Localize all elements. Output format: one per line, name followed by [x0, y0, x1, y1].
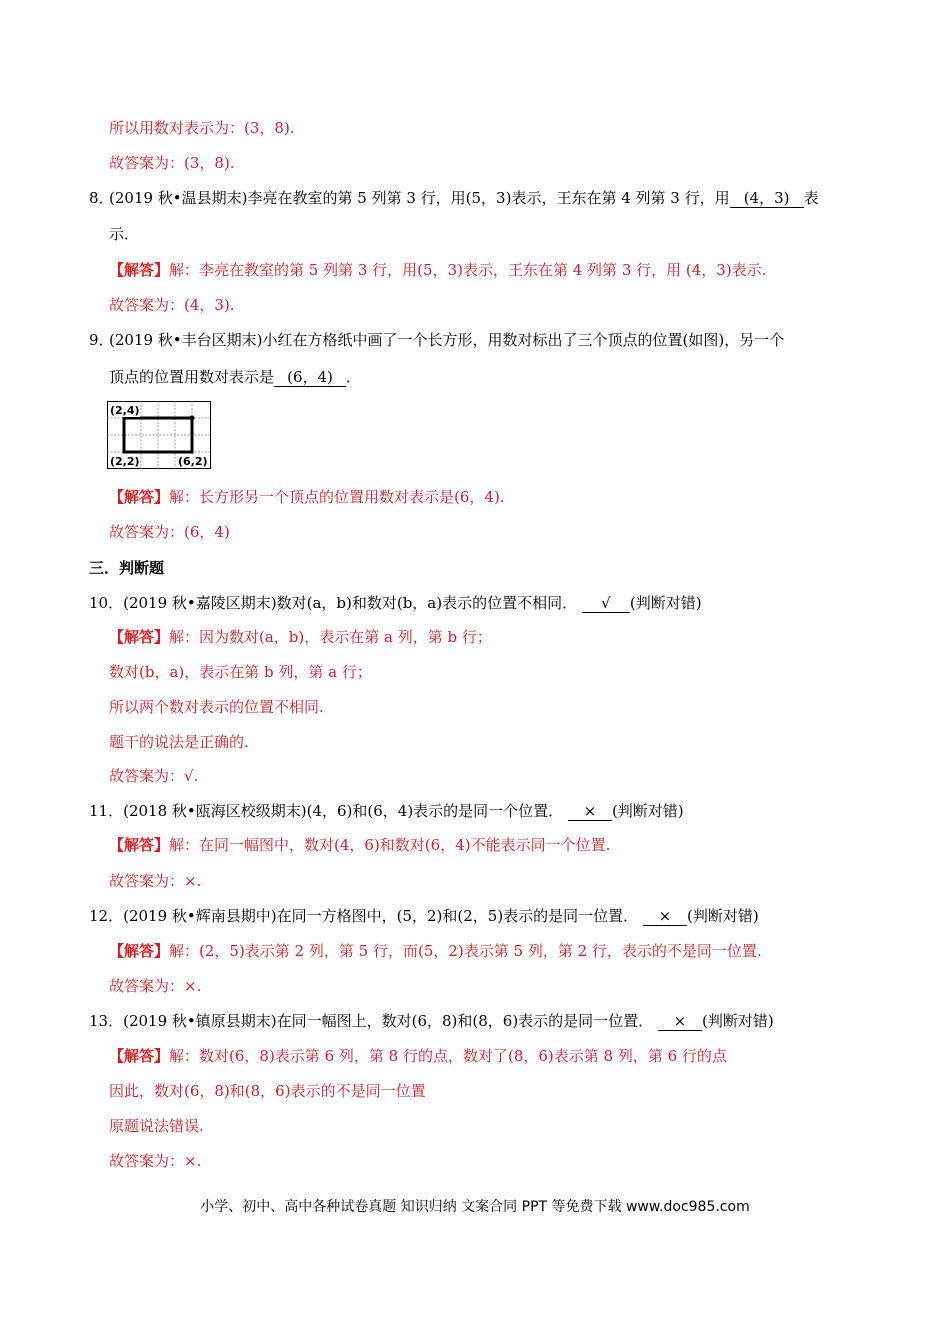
question-12 — [89, 906, 759, 926]
question-tail: (判断对错) — [701, 1012, 774, 1030]
question-tail: (判断对错) — [611, 802, 684, 820]
question-text: (2018 秋•瓯海区校级期末)(4，6)和(6，4)表示的是同一个位置． — [123, 802, 564, 820]
final-answer: 故答案为：×. — [109, 977, 202, 995]
solution-line — [109, 487, 505, 507]
answer-blank: (6，4) — [274, 368, 346, 387]
solution-tag: 【解答】 — [109, 1047, 170, 1065]
label-top-left: (2,4) — [110, 404, 140, 417]
answer-line: 所以用数对表示为：(3，8). — [109, 119, 295, 137]
question-text-tail: 表 — [803, 189, 819, 207]
question-tail: (判断对错) — [686, 907, 759, 925]
question-text: (2019 秋•温县期末)李亮在教室的第 5 列第 3 行，用(5，3)表示，王东在第 4 列第 3 行，用 — [109, 189, 730, 207]
question-text: (2019 秋•镇原县期末)在同一幅图上，数对(6，8)和(8，6)表示的是同一位置． — [123, 1012, 654, 1030]
solution-text: 原题说法错误. — [109, 1117, 204, 1135]
solution-tag: 【解答】 — [109, 628, 170, 646]
question-11 — [89, 801, 684, 821]
solution-line — [109, 260, 766, 280]
question-9-line2 — [109, 367, 361, 387]
answer-blank: × — [658, 1012, 702, 1031]
solution-tag: 【解答】 — [109, 942, 170, 960]
question-10 — [89, 593, 702, 613]
solution-text: 解：在同一幅图中，数对(4，6)和数对(6，4)不能表示同一个位置. — [169, 836, 611, 854]
question-number: 13． — [89, 1012, 124, 1030]
grid-rectangle-figure — [107, 401, 211, 469]
solution-text: 数对(b，a)，表示在第 b 列，第 a 行； — [109, 663, 372, 681]
solution-tag: 【解答】 — [109, 488, 170, 506]
solution-text: 解：李亮在教室的第 5 列第 3 行，用(5，3)表示，王东在第 4 列第 3 行，用 (4，3)表示. — [169, 261, 767, 279]
final-answer: 故答案为：(3，8). — [109, 154, 235, 172]
solution-line — [109, 835, 610, 855]
question-number: 8． — [89, 189, 114, 207]
final-answer: 故答案为：×. — [109, 872, 202, 890]
final-answer: 故答案为：(4，3). — [109, 296, 235, 314]
question-number: 10． — [89, 594, 124, 612]
label-bottom-left: (2,2) — [110, 455, 140, 468]
solution-line — [109, 627, 492, 647]
label-bottom-right: (6,2) — [178, 455, 208, 468]
answer-blank: (4，3) — [730, 189, 804, 208]
question-text: (2019 秋•丰台区期末)小红在方格纸中画了一个长方形，用数对标出了三个顶点的位置(如图)，另一个 — [109, 331, 785, 349]
answer-blank: × — [568, 802, 612, 821]
page-footer: 小学、初中、高中各种试卷真题 知识归纳 文案合同 PPT 等免费下载 www.doc985.com — [200, 1199, 750, 1215]
question-text-tail: ． — [346, 368, 362, 386]
section-heading: 三．判断题 — [89, 559, 165, 577]
solution-line — [109, 941, 762, 961]
question-text-cont: 示． — [109, 225, 140, 243]
question-number: 12． — [89, 907, 124, 925]
solution-tag: 【解答】 — [109, 261, 170, 279]
solution-text: 解：因为数对(a，b)，表示在第 a 列，第 b 行； — [169, 628, 492, 646]
solution-text: 解：数对(6，8)表示第 6 列，第 8 行的点，数对了(8，6)表示第 8 列，第 6 行的点 — [169, 1047, 727, 1065]
solution-text: 因此，数对(6，8)和(8，6)表示的不是同一位置 — [109, 1082, 426, 1100]
question-number: 11． — [89, 802, 124, 820]
final-answer: 故答案为：√. — [109, 767, 199, 785]
question-8 — [109, 188, 819, 208]
final-answer: 故答案为：×. — [109, 1152, 202, 1170]
answer-blank: × — [643, 907, 687, 926]
solution-line — [109, 1046, 727, 1066]
question-tail: (判断对错) — [629, 594, 702, 612]
solution-text: 所以两个数对表示的位置不相同. — [109, 698, 324, 716]
question-number: 9． — [89, 331, 114, 349]
solution-text: 解：(2，5)表示第 2 列，第 5 行，而(5，2)表示第 5 列，第 2 行，表示的不是同一位置. — [169, 942, 762, 960]
question-text: (2019 秋•辉南县期中)在同一方格图中，(5，2)和(2，5)表示的是同一位置． — [123, 907, 639, 925]
question-13 — [89, 1011, 774, 1031]
question-text: (2019 秋•嘉陵区期末)数对(a，b)和数对(b，a)表示的位置不相同． — [123, 594, 578, 612]
solution-tag: 【解答】 — [109, 836, 170, 854]
solution-text: 题干的说法是正确的. — [109, 733, 249, 751]
final-answer: 故答案为：(6，4) — [109, 523, 230, 541]
question-text: 顶点的位置用数对表示是 — [109, 368, 275, 386]
solution-text: 解：长方形另一个顶点的位置用数对表示是(6，4). — [169, 488, 505, 506]
answer-blank: √ — [582, 594, 630, 613]
